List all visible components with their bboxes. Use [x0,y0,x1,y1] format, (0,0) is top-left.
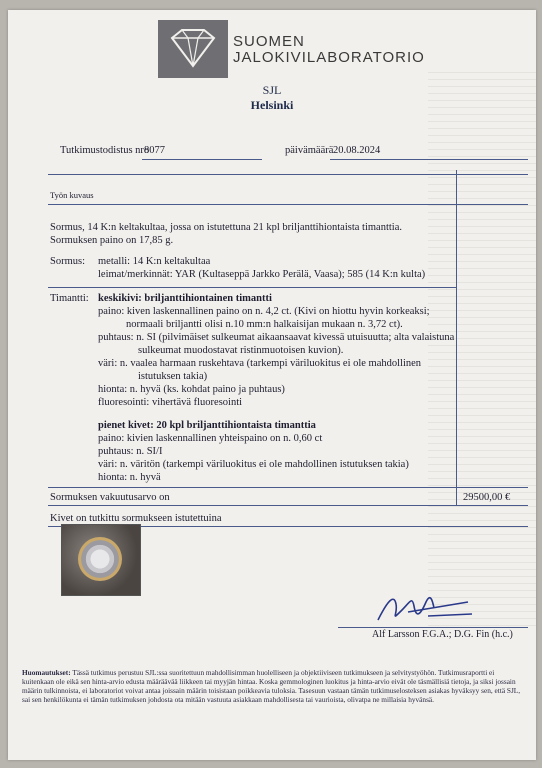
ring-photo [61,524,141,596]
disclaimer-text: Tässä tutkimus perustuu SJL:ssa suoritettuun mahdollisimman huolelliseen ja objektiiviseen tutkimukseen ja selvitystyöhön. Tutkimusraportti ei kuitenkaan ole eikä sen hinta-arvio edusta määräävää liikkeen tai myyjän hintaa. Koska gemmologinen luokitus ja hinta-arvio eivät ole täsmällisiä tietoja, ja siksi jossain määrin tulkinnoista, ei laboratoriot voivat antaa joissain määrin toisistaan poikkeavia tuloksia. Tasesuun vastaan tämän tutkimuselosteksen asiakas hyväksyy sen, että SJL, sai sen henkilökunta ei tämän tutkimuksen johdosta ota mitään vastuuta asiakkaan mahdollisesta tai vaurioista, olivatpa ne millaisia hyvänsä. [22,668,521,704]
number-underline [142,159,262,160]
date-label: päivämäärä [285,145,334,156]
lab-name-line2: JALOKIVILABORATORIO [233,49,425,66]
disclaimer [22,668,528,704]
certificate-number-label: Tutkimustodistus nro [60,145,150,156]
examination-note: Kivet on tutkittu sormukseen istutettuina [50,513,222,524]
work-description-rule [48,204,528,205]
center-stone-cut: hionta: n. hyvä (ks. kohdat paino ja puhtaus) [98,384,285,395]
center-stone-weight-1: paino: kiven laskennallinen paino on n. 4,2 ct. (Kivi on hiottu hyvin korkeaksi; [98,306,430,317]
ring-label: Sormus: [50,256,86,267]
work-description-label: Työn kuvaus [50,190,94,200]
table-top-rule [48,174,528,175]
certificate-page [8,10,536,760]
valuation-bottom-rule [48,505,528,506]
date-value: 20.08.2024 [333,145,381,156]
small-stones-clarity: puhtaus: n. SI/I [98,446,163,457]
center-stone-clarity-1: puhtaus: n. SI (pilvimäiset sulkeumat aikaansaavat kivessä utuisuutta; alta valaistuna [98,332,455,343]
diamond-label: Timantti: [50,293,89,304]
diamond-logo-icon [158,20,228,78]
description-line-2: Sormuksen paino on 17,85 g. [50,235,174,246]
signature-line [338,627,528,628]
center-stone-weight-2: normaali briljantti olisi n.10 mm:n halkaisijan mukaan n. 3,72 ct). [126,319,403,330]
center-stone-heading: keskikivi: briljanttihiontainen timantti [98,293,272,304]
description-line-1: Sormus, 14 K:n keltakultaa, jossa on istutettuna 21 kpl briljanttihiontaista timanttia. [50,222,402,233]
ring-marks: leimat/merkinnät: YAR (Kultaseppä Jarkko Perälä, Vaasa); 585 (14 K:n kulta) [98,269,426,280]
lab-name [233,34,425,66]
disclaimer-label: Huomautukset: [22,668,71,677]
lab-city: Helsinki [250,98,294,112]
center-stone-color-1: väri: n. vaalea harmaan ruskehtava (tarkempi väriluokitus ei ole mahdollinen [98,358,422,369]
small-stones-color: väri: n. väritön (tarkempi väriluokitus ei ole mahdollinen istutuksen takia) [98,459,409,470]
small-stones-heading: pienet kivet: 20 kpl briljanttihiontaista timanttia [98,420,316,431]
valuation-value: 29500,00 € [463,492,511,503]
ring-metal: metalli: 14 K:n keltakultaa [98,256,211,267]
signature-image [368,592,478,626]
background-print-text [428,66,536,626]
center-stone-clarity-2: sulkeumat muodostavat ristinmuotoisen kuvion). [138,345,344,356]
lab-name-line1: SUOMEN [233,33,305,50]
center-stone-fluorescence: fluoresointi: vihertävä fluoresointi [98,397,243,408]
signature-name: Alf Larsson F.G.A.; D.G. Fin (h.c.) [372,629,513,640]
small-stones-weight: paino: kivien laskennallinen yhteispaino on n. 0,60 ct [98,433,323,444]
date-underline [330,159,528,160]
valuation-top-rule [48,487,528,488]
valuation-label: Sormuksen vakuutusarvo on [50,492,170,503]
center-stone-color-2: istutuksen takia) [138,371,208,382]
certificate-number-value: 8077 [144,145,165,156]
table-right-rule [456,170,457,505]
lab-abbreviation: SJL [262,83,282,97]
ring-image [78,537,122,581]
small-stones-cut: hionta: n. hyvä [98,472,161,483]
ring-section-rule [48,287,456,288]
